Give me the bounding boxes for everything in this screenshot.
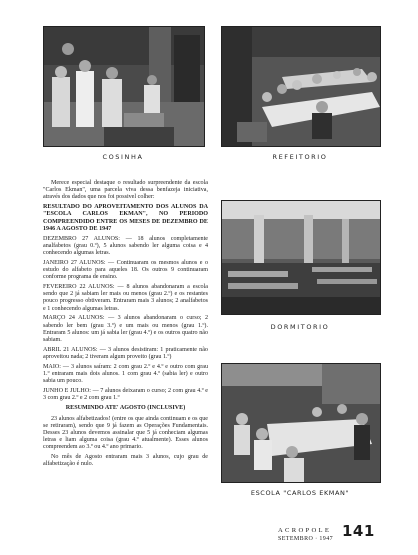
january-text: — Continuaram os mesmos alunos e o estudo do alfabeto para aqueles 18. Os outros 9 continuaram conforme programa de ensino. [43,259,208,281]
march-text: — 3 alunos abandonaram o curso; 2 sabendo ler bem (grau 3.º) e um mais ou menos (grau 1.º). Entraram 5 alunos: um já sabia ler (grau 4.º) e os outros quatro não sabiam. [43,315,208,344]
march-entry [43,315,208,344]
april-label: ABRIL 21 ALUNOS: [43,346,98,353]
june-july-label: JUNHO E JULHO: [43,388,91,395]
january-entry [43,260,208,282]
may-text: — 3 alunos saíram: 2 com grau 2.º e 4.º e outro com grau 1.º entraram mais dois alunos. 1 com grau 4.º (sabia ler) e outro sabia um pouco. [43,363,209,385]
summary-heading: RESUMINDO ATE' AGOSTO (INCLUSIVE) [65,405,186,412]
march-label: MARÇO 24 ALUNOS: [43,315,105,322]
february-label: FEVEREIRO 22 ALUNOS: [43,284,115,291]
intro-paragraph: Merece especial destaque o resultado surpreendente da escola "Carlos Ekman", uma parcela viva dessa benfazeja iniciativa, através dos dados que nos foi possivel colher: [43,180,208,201]
may-label: MAIO: [43,363,61,370]
december-entry [43,236,208,258]
april-entry [43,347,208,361]
school-caption: ESCOLA "CARLOS EKMAN" [250,489,350,497]
page-number: 141 [342,522,375,540]
december-text: — 18 alunos completamente analfabetos (grau 0.º), 5 alunos sabendo ler alguma coisa e 4 conhecendo algumas letras. [43,235,208,257]
summary-paragraph: 23 alunos alfabetizados! (entre os que ainda continuam e os que se retiraram), sendo que 9 já fazem as Operações Fundamentais. Desses 23 alunos devemos assinalar que 5 já conheciam algumas letras e liam alguma coisa (grau 4.º atualmente). Esses alunos compreendem ao 3.º ou 4.º ano primario. [43,415,208,451]
issue-date: SETEMBRO · 1947 [278,536,334,542]
kitchen-photo [43,26,205,147]
february-text: — 8 alunos abandonaram a escola sendo que 2 já sabiam ler mais ou menos (grau 2.º) e os restantes pouco progresso obtiveram. Entraram mais 3 alunos; 2 analfabetos e 1 conhecendo algumas letras. [43,284,208,312]
kitchen-caption: COSINHA [102,153,144,161]
dormitory-caption: DORMITORIO [270,323,330,331]
april-text: — 3 alunos desistiram: 1 praticamente não aproveitou nada; 2 tiveram algum proveito (grau 1.º) [43,346,208,361]
june-july-text: — 7 alunos deixaram o curso; 2 com grau 4.º e 3 com grau 2.º e 2 com grau 1.º [43,388,208,402]
magazine-name: ACROPOLE [278,527,332,534]
february-entry [43,284,208,313]
school-photo [221,363,381,483]
june-july-entry [43,388,208,402]
refectory-photo [221,26,381,147]
article-text [43,180,208,471]
dormitory-photo [221,200,381,315]
result-heading: RESULTADO DO APROVEITAMENTO DOS ALUNOS DA "ESCOLA CARLOS EKMAN", NO PERIODO COMPREENDIDO ENTRE OS MESES DE DEZEMBRO DE 1946 A AGOSTO DE 1947 [43,204,208,232]
january-label: JANEIRO 27 ALUNOS: [43,259,106,266]
december-label: DEZEMBRO 27 ALUNOS: [43,235,121,242]
may-entry [43,364,208,386]
refectory-caption: REFEITORIO [272,153,328,161]
august-paragraph: No mês de Agosto entraram mais 3 alunos, cujo grau de alfabetização é nulo. [43,454,208,468]
